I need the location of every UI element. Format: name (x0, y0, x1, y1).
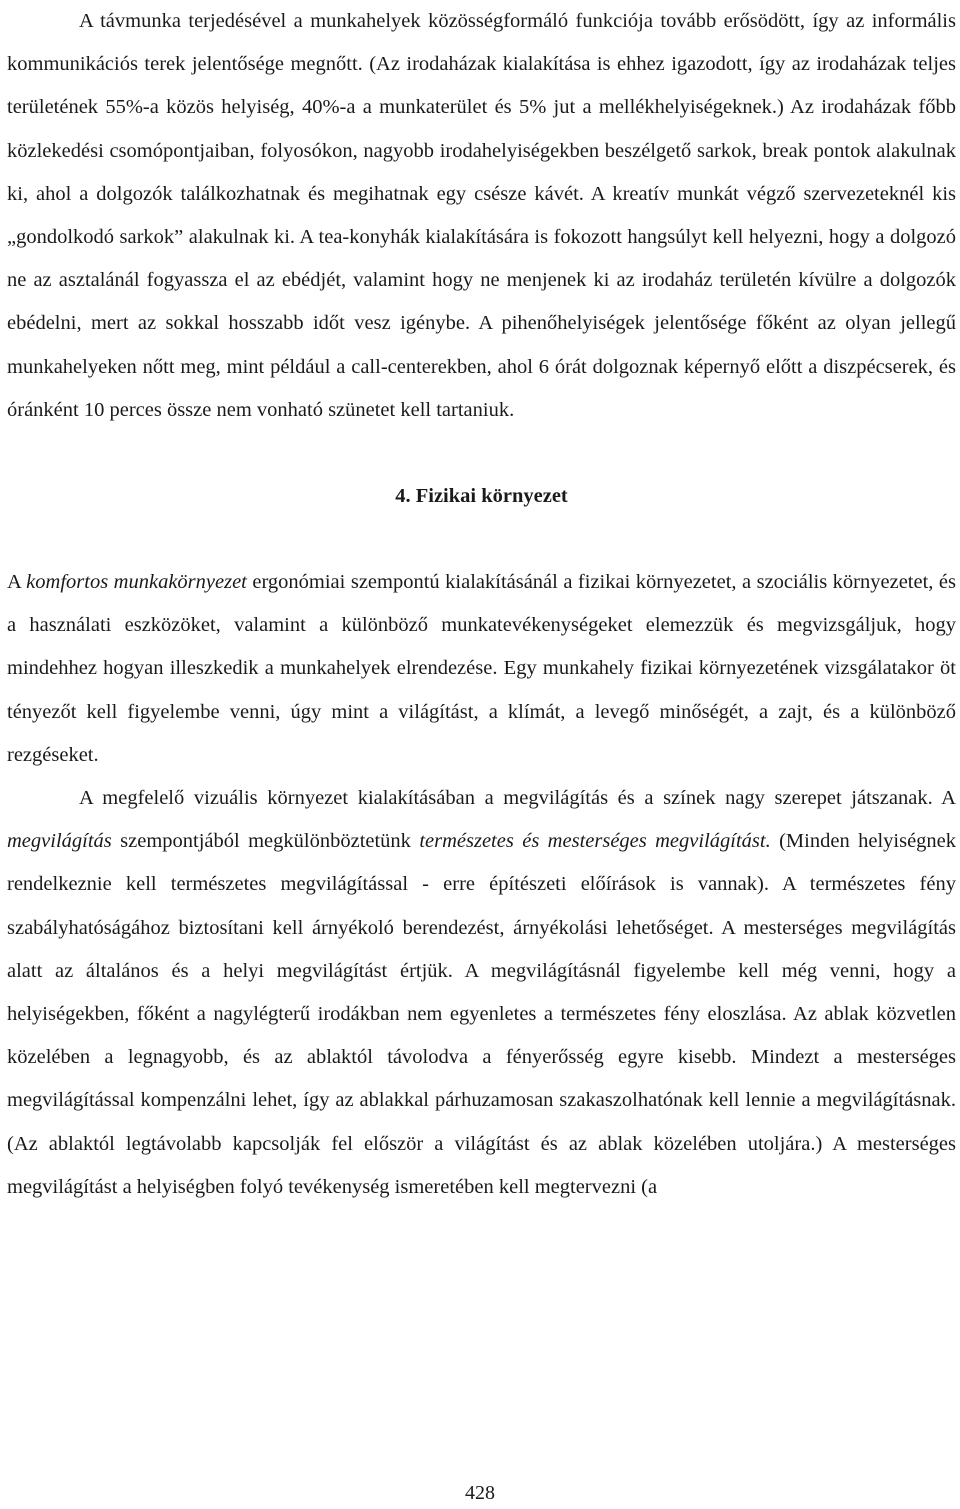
paragraph-telework: A távmunka terjedésével a munkahelyek közösségformáló funkciója tovább erősödött, így az informális kommunikációs terek jelentősége megnőtt. (Az irodaházak kialakítása is ehhez igazodott, így az irodaházak teljes területének 55%-a közös helyiség, 40%-a a munkaterület és 5% jut a mellékhelyiségeknek.) Az irodaházak főbb közlekedési csomópontjaiban, folyosókon, nagyobb irodahelyiségekben beszélgető sarkok, break pontok alakulnak ki, ahol a dolgozók találkozhatnak és megihatnak egy csésze kávét. A kreatív munkát végző szervezeteknél kis „gondolkodó sarkok” alakulnak ki. A tea-konyhák kialakítására is fokozott hangsúlyt kell helyezni, hogy a dolgozó ne az asztalánál fogyassza el az ebédjét, valamint hogy ne menjenek ki az irodaház területén kívülre a dolgozók ebédelni, mert az sokkal hosszabb időt vesz igénybe. A pihenőhelyiségek jelentősége főként az olyan jellegű munkahelyeken nőtt meg, mint például a call-centerekben, ahol 6 órát dolgoznak képernyő előtt a diszpécserek, és óránként 10 perces össze nem vonható szünetet kell tartaniuk. (7, 10, 956, 421)
p3-emphasis-lighting: megvilágítás (7, 830, 112, 853)
p3-text-c: szempontjából megkülönböztetünk (111, 830, 420, 853)
p2-text-c: ergonómiai szempontú kialakításánál a fizikai környezetet, a szociális környezetet, és a használati eszközöket, valamint a különböző munkatevékenységeket elemezzük és megvizsgáljuk, hogy mindehhez hogyan illeszkedik a munkahelyek elrendezése. Egy munkahely fizikai környezetének vizsgálatakor öt tényezőt kell figyelembe venni, úgy mint a világítást, a klímát, a levegő minőségét, a zajt, és a különböző rezgéseket. (7, 571, 956, 766)
paragraph-comfortable-environment (7, 561, 956, 777)
document-page (7, 0, 956, 1209)
p2-text-a: A (7, 571, 27, 594)
p3-emphasis-natural-artificial: természetes és mesterséges megvilágítást. (419, 830, 771, 853)
p3-text-e: (Minden helyiségnek rendelkeznie kell természetes megvilágítással - erre építészeti előírások is vannak). A természetes fény szabályhatóságához biztosítani kell árnyékoló berendezést, árnyékolási lehetőséget. A mesterséges megvilágítás alatt az általános és a helyi megvilágítást értjük. A megvilágításnál figyelembe kell még venni, hogy a helyiségekben, főként a nagylégterű irodákban nem egyenletes a természetes fény eloszlása. Az ablak közvetlen közelében a legnagyobb, és az ablaktól távolodva a fényerősség egyre kisebb. Mindezt a mesterséges megvilágítással kompenzálni lehet, így az ablakkal párhuzamosan szakaszolhatónak kell lennie a megvilágításnak. (Az ablaktól legtávolabb kapcsolják fel először a világítást és az ablak közelében utoljára.) A mesterséges megvilágítást a helyiségben folyó tevékenység ismeretében kell megtervezni (a (7, 830, 957, 1198)
p2-emphasis: komfortos munkakörnyezet (26, 571, 247, 594)
section-heading: 4. Fizikai környezet (395, 485, 568, 508)
page-number: 428 (465, 1482, 495, 1504)
paragraph-visual-environment (7, 777, 956, 1209)
p3-text-a: A megfelelő vizuális környezet kialakításában a megvilágítás és a színek nagy szerepet játszanak. A (79, 787, 956, 810)
